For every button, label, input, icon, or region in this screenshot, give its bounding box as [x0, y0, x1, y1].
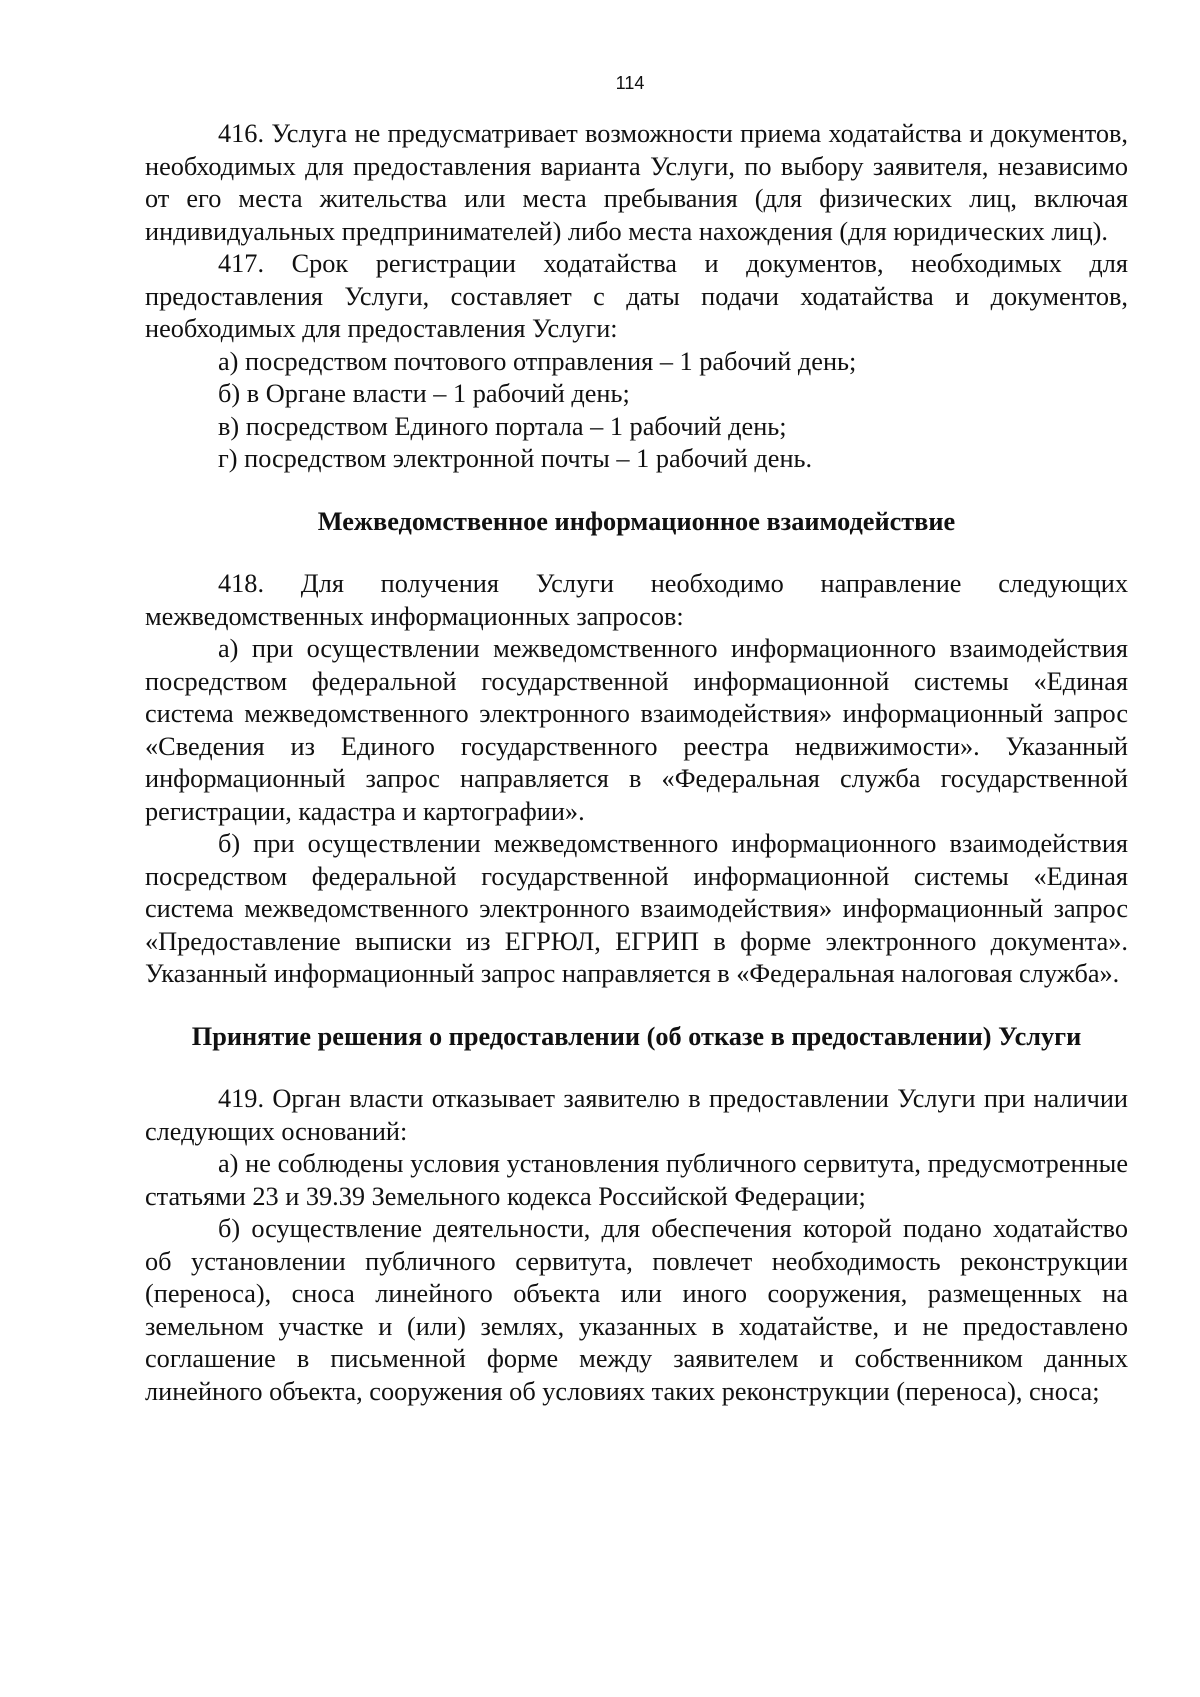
paragraph-416: 416. Услуга не предусматривает возможности приема ходатайства и документов, необходимых для предоставления варианта Услуги, по выбору заявителя, независимо от его места жительства или места пребывания (для физических лиц, включая индивидуальных предпринимателей) либо места нахождения (для юридических лиц). [145, 119, 1128, 246]
page-number: 114 [615, 73, 645, 93]
paragraph-417: 417. Срок регистрации ходатайства и документов, необходимых для предоставления Услуги, составляет с даты подачи ходатайства и документов, необходимых для предоставления Услуги: [145, 249, 1128, 343]
paragraph-417-a: а) посредством почтового отправления – 1 рабочий день; [218, 346, 857, 376]
paragraph-419-a: а) не соблюдены условия установления публичного сервитута, предусмотренные статьями 23 и 39.39 Земельного кодекса Российской Федерации; [145, 1149, 1128, 1211]
paragraph-419-b: б) осуществление деятельности, для обеспечения которой подано ходатайство об установлении публичного сервитута, повлечет необходимость реконструкции (переноса), сноса линейного объекта или иного сооружения, размещенных на земельном участке и (или) землях, указанных в ходатайстве, и не предоставлено соглашение в письменной форме между заявителем и собственником данных линейного объекта, сооружения об условиях таких реконструкции (переноса), сноса; [145, 1214, 1128, 1406]
paragraph-419: 419. Орган власти отказывает заявителю в предоставлении Услуги при наличии следующих оснований: [145, 1084, 1128, 1146]
paragraph-417-d: г) посредством электронной почты – 1 рабочий день. [218, 444, 813, 473]
paragraph-417-c: в) посредством Единого портала – 1 рабочий день; [218, 411, 787, 441]
paragraph-417-b: б) в Органе власти – 1 рабочий день; [218, 379, 630, 408]
section-heading-decision: Принятие решения о предоставлении (об отказе в предоставлении) Услуги [191, 1021, 1082, 1051]
paragraph-418-b: б) при осуществлении межведомственного информационного взаимодействия посредством федеральной государственной информационной системы «Единая система межведомственного электронного взаимодействия» информационный запрос «Предоставление выписки из ЕГРЮЛ, ЕГРИП в форме электронного документа». Указанный информационный запрос направляется в «Федеральная налоговая служба». [145, 829, 1128, 988]
paragraph-418: 418. Для получения Услуги необходимо направление следующих межведомственных информационных запросов: [145, 569, 1128, 631]
section-heading-interagency: Межведомственное информационное взаимодействие [317, 506, 956, 536]
document-body [145, 118, 1128, 1408]
paragraph-418-a: а) при осуществлении межведомственного информационного взаимодействия посредством федеральной государственной информационной системы «Единая система межведомственного электронного взаимодействия» информационный запрос «Сведения из Единого государственного реестра недвижимости». Указанный информационный запрос направляется в «Федеральная служба государственной регистрации, кадастра и картографии». [145, 634, 1128, 826]
